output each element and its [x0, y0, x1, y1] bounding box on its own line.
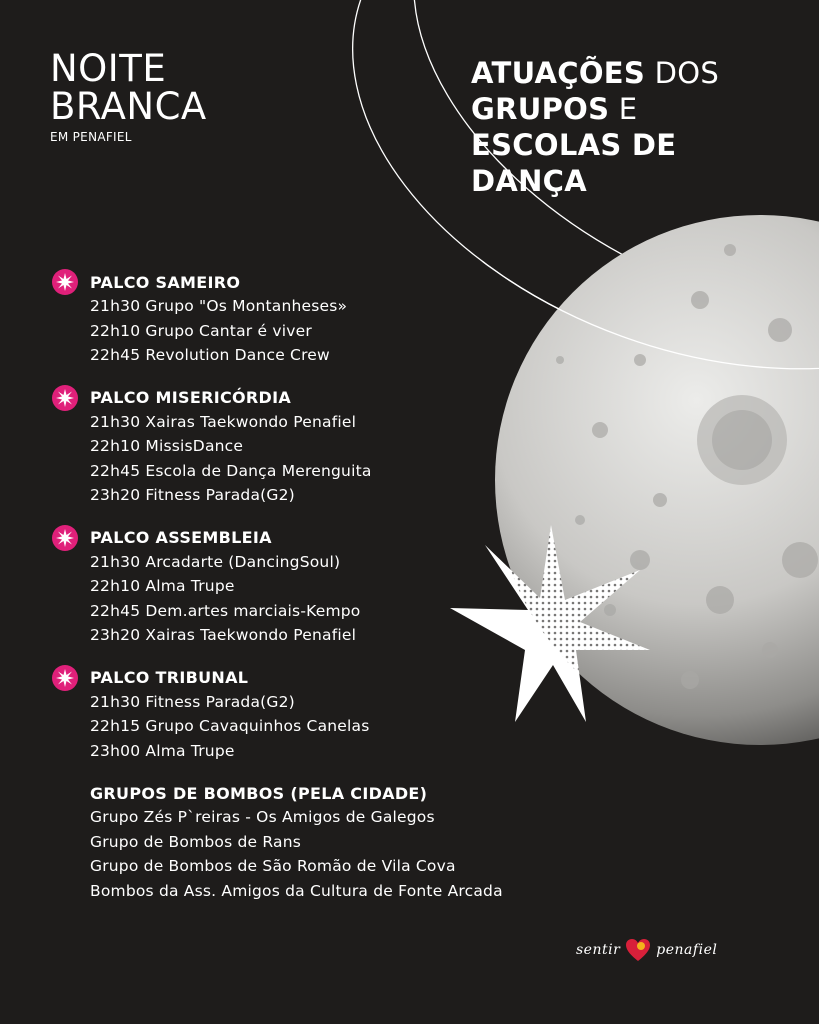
headline-line-4: DANÇA — [471, 164, 588, 198]
headline-word-2: DOS — [645, 56, 720, 90]
list-item: 21h30 Grupo "Os Montanheses» — [90, 297, 348, 315]
section-title: PALCO MISERICÓRDIA — [90, 388, 292, 407]
list-item: 21h30 Fitness Parada(G2) — [90, 692, 295, 711]
list-item: 22h45 Dem.artes marciais-Kempo — [90, 601, 361, 620]
pink-starburst-icon — [52, 665, 78, 691]
section-palco-assembleia — [52, 526, 572, 648]
headline-line-3: ESCOLAS DE — [471, 128, 677, 162]
section-palco-tribunal — [52, 666, 572, 764]
list-item: 23h20 Fitness Parada(G2) — [90, 486, 295, 504]
pink-starburst-icon — [52, 269, 78, 295]
schedule — [52, 270, 572, 921]
section-grupos-de-bombos — [52, 781, 572, 903]
section-title: PALCO TRIBUNAL — [90, 668, 249, 687]
section-title: PALCO ASSEMBLEIA — [90, 528, 272, 547]
headline-word-1: ATUAÇÕES — [471, 56, 646, 90]
brand-line-2: BRANCA — [50, 85, 207, 128]
heart-icon — [624, 936, 652, 964]
list-item: Grupo de Bombos de São Romão de Vila Cova — [90, 857, 456, 875]
brand-subtitle: EM PENAFIEL — [50, 130, 132, 144]
list-item: 22h15 Grupo Cavaquinhos Canelas — [90, 717, 370, 735]
list-item: Grupo de Bombos de Rans — [90, 832, 302, 851]
headline-word-3: GRUPOS — [471, 92, 610, 126]
section-title: GRUPOS DE BOMBOS (PELA CIDADE) — [90, 783, 428, 803]
section-title: PALCO SAMEIRO — [90, 272, 241, 292]
list-item: 22h45 Escola de Dança Merenguita — [90, 461, 372, 480]
list-item: 22h45 Revolution Dance Crew — [90, 346, 330, 364]
sentir-penafiel-logo — [576, 930, 751, 970]
brand-line-1: NOITE — [50, 47, 167, 90]
section-palco-misericordia — [52, 386, 572, 508]
list-item: 22h10 MissisDance — [90, 437, 244, 455]
logo-text-right: penafiel — [656, 942, 718, 958]
list-item: Grupo Zés P`reiras - Os Amigos de Galegos — [90, 808, 435, 826]
list-item: 22h10 Grupo Cantar é viver — [90, 321, 312, 340]
pink-starburst-icon — [52, 525, 78, 551]
list-item: 21h30 Arcadarte (DancingSoul) — [90, 552, 341, 571]
section-palco-sameiro — [52, 270, 572, 368]
headline — [471, 55, 719, 199]
list-item: Bombos da Ass. Amigos da Cultura de Fonte Arcada — [90, 881, 503, 900]
list-item: 21h30 Xairas Taekwondo Penafiel — [90, 412, 357, 431]
list-item: 23h20 Xairas Taekwondo Penafiel — [90, 626, 357, 644]
list-item: 22h10 Alma Trupe — [90, 577, 235, 595]
list-item: 23h00 Alma Trupe — [90, 741, 235, 760]
headline-word-4: E — [609, 92, 638, 126]
logo-text-left: sentir — [576, 942, 621, 958]
pink-starburst-icon — [52, 385, 78, 411]
brand-block — [50, 47, 207, 144]
